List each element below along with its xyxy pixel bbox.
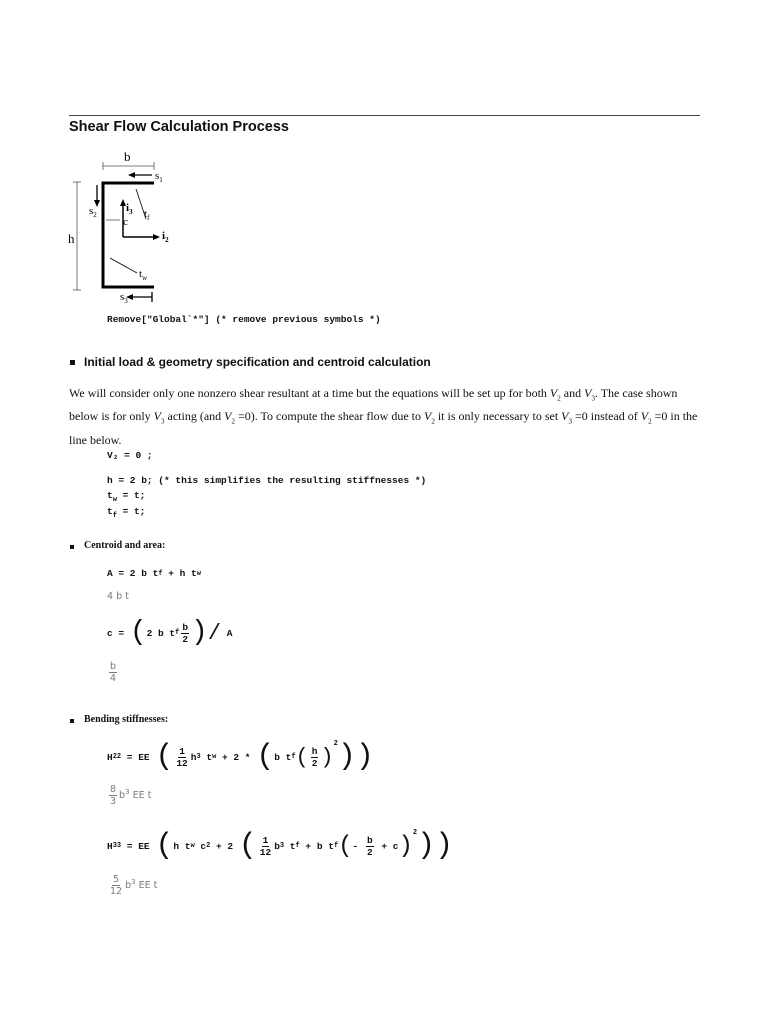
s1-label: $s_1$ xyxy=(155,170,163,184)
h-cell[interactable]: h = 2 b; (* this simplifies the resulting stiffnesses *) xyxy=(107,475,427,486)
section-bullet xyxy=(70,360,75,365)
tf-label: $t_f$ xyxy=(144,208,150,222)
s3-label: $s_3$ xyxy=(120,291,128,305)
top-rule xyxy=(69,115,700,116)
s2-label: $s_2$ xyxy=(89,205,97,219)
subsection-bullet-2 xyxy=(70,719,74,723)
page-title: Shear Flow Calculation Process xyxy=(69,119,289,135)
centroid-output: $\frac{b}{4}$ xyxy=(110,661,117,684)
h33-output: $\frac{5}{12}$ $b^3$ EE t xyxy=(110,874,158,897)
subsection-bullet xyxy=(70,545,74,549)
c-label: c xyxy=(123,216,128,228)
h33-input[interactable]: H 33 = EE ( h t w c 2 + 2 ( $\frac{1}{12}$ b 3 t f + b t f ( - $\frac{b}{2}$ + c ) $^2$ )) xyxy=(107,829,454,863)
centroid-heading[interactable]: Centroid and area: xyxy=(84,540,166,551)
b-label: b xyxy=(124,149,131,164)
area-output: 4 b t xyxy=(107,591,129,602)
intro-paragraph: We will consider only one nonzero shear resultant at a time but the equations will be set up for both $V_2$ and $V_3$. The case shown below is for only $V_3$ acting (and $V_2 =0$). To compute the shear flow due to $V_2$ it is only necessary to set $V_3 =0$ instead of $V_2 =0$ in the line below. xyxy=(69,386,698,447)
area-input[interactable]: A = 2 b t f + h t w xyxy=(107,568,201,579)
i3-label: $i_3$ xyxy=(126,202,133,216)
i2-label: $i_2$ xyxy=(162,230,169,244)
h-label: h xyxy=(68,231,75,246)
h22-output: $\frac{8}{3}$ $b^3$ EE t xyxy=(110,784,152,807)
centroid-input[interactable]: c = ( 2 b t f $\frac{b}{2}$ ) / A xyxy=(107,617,233,648)
tw-label: $t_w$ xyxy=(139,268,148,282)
channel-section-diagram xyxy=(62,145,187,305)
h22-input[interactable]: H 22 = EE ( $\frac{1}{12}$ h 3 t w + 2 * ( b t f ( $\frac{h}{2}$ ) $^2$ )) xyxy=(107,740,374,774)
remove-cell[interactable]: Remove["Global`*"] (* remove previous symbols *) xyxy=(107,314,381,325)
tw-cell[interactable]: $t_w = t$; xyxy=(107,490,146,504)
section-heading-initial-load[interactable]: Initial load & geometry specification and centroid calculation xyxy=(84,355,431,369)
v2-cell[interactable]: V₂ = 0 ; xyxy=(107,450,153,461)
channel-shape xyxy=(103,183,154,287)
tf-cell[interactable]: $t_f = t$; xyxy=(107,506,146,520)
bending-heading[interactable]: Bending stiffnesses: xyxy=(84,714,169,725)
